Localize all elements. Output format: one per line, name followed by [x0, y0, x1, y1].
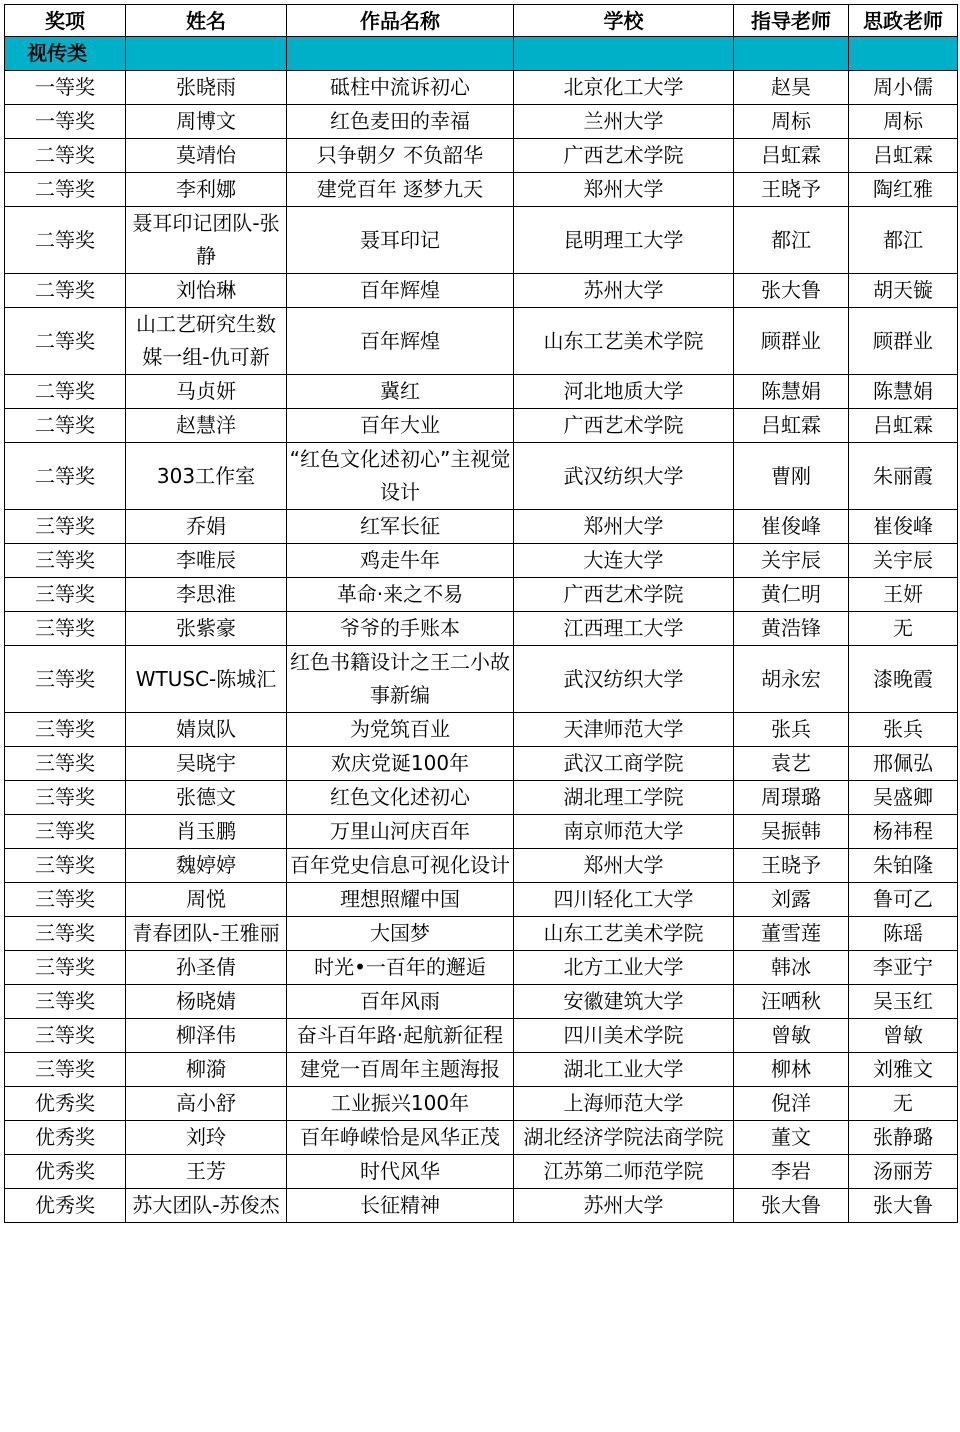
- work-cell: 百年峥嵘恰是风华正茂: [287, 1121, 514, 1155]
- name-cell: 柳漪: [126, 1053, 287, 1087]
- school-cell: 郑州大学: [514, 849, 734, 883]
- ideology-cell: 杨祎程: [849, 815, 958, 849]
- advisor-cell: 张大鲁: [734, 274, 849, 308]
- work-cell: 建党百年 逐梦九天: [287, 173, 514, 207]
- award-cell: 二等奖: [5, 375, 126, 409]
- name-cell: 乔娟: [126, 510, 287, 544]
- work-cell: 工业振兴100年: [287, 1087, 514, 1121]
- school-cell: 郑州大学: [514, 173, 734, 207]
- section-label: 视传类: [5, 37, 126, 71]
- work-cell: 只争朝夕 不负韶华: [287, 139, 514, 173]
- award-cell: 三等奖: [5, 815, 126, 849]
- award-cell: 三等奖: [5, 544, 126, 578]
- work-cell: 革命·来之不易: [287, 578, 514, 612]
- table-row: [5, 1087, 958, 1121]
- school-cell: 江苏第二师范学院: [514, 1155, 734, 1189]
- ideology-cell: 周小儒: [849, 71, 958, 105]
- advisor-cell: 黄浩锋: [734, 612, 849, 646]
- ideology-cell: 周标: [849, 105, 958, 139]
- ideology-cell: 吴盛卿: [849, 781, 958, 815]
- school-cell: 郑州大学: [514, 510, 734, 544]
- table-row: [5, 139, 958, 173]
- name-cell: 刘玲: [126, 1121, 287, 1155]
- work-cell: 百年辉煌: [287, 308, 514, 375]
- advisor-cell: 王晓予: [734, 849, 849, 883]
- ideology-cell: 无: [849, 1087, 958, 1121]
- work-cell: 时光•一百年的邂逅: [287, 951, 514, 985]
- ideology-cell: 吴玉红: [849, 985, 958, 1019]
- ideology-cell: 李亚宁: [849, 951, 958, 985]
- table-row: [5, 510, 958, 544]
- award-cell: 三等奖: [5, 1053, 126, 1087]
- name-cell: 李唯辰: [126, 544, 287, 578]
- name-cell: 婧岚队: [126, 713, 287, 747]
- table-row: [5, 713, 958, 747]
- table-row: [5, 1121, 958, 1155]
- award-cell: 三等奖: [5, 612, 126, 646]
- advisor-cell: 刘露: [734, 883, 849, 917]
- name-cell: WTUSC-陈城汇: [126, 646, 287, 713]
- table-row: [5, 1019, 958, 1053]
- ideology-cell: 汤丽芳: [849, 1155, 958, 1189]
- name-cell: 苏大团队-苏俊杰: [126, 1189, 287, 1223]
- school-cell: 北京化工大学: [514, 71, 734, 105]
- work-cell: 欢庆党诞100年: [287, 747, 514, 781]
- school-cell: 四川美术学院: [514, 1019, 734, 1053]
- section-cell: [287, 37, 514, 71]
- award-cell: 三等奖: [5, 883, 126, 917]
- school-cell: 江西理工大学: [514, 612, 734, 646]
- table-row: [5, 815, 958, 849]
- award-cell: 三等奖: [5, 849, 126, 883]
- name-cell: 魏婷婷: [126, 849, 287, 883]
- work-cell: 百年党史信息可视化设计: [287, 849, 514, 883]
- advisor-cell: 董文: [734, 1121, 849, 1155]
- work-cell: 建党一百周年主题海报: [287, 1053, 514, 1087]
- work-cell: 万里山河庆百年: [287, 815, 514, 849]
- ideology-cell: 张静璐: [849, 1121, 958, 1155]
- section-cell: [514, 37, 734, 71]
- ideology-cell: 邢佩弘: [849, 747, 958, 781]
- name-cell: 杨晓婧: [126, 985, 287, 1019]
- table-row: [5, 646, 958, 713]
- ideology-cell: 顾群业: [849, 308, 958, 375]
- name-cell: 孙圣倩: [126, 951, 287, 985]
- advisor-cell: 黄仁明: [734, 578, 849, 612]
- table-row: [5, 612, 958, 646]
- award-cell: 一等奖: [5, 105, 126, 139]
- table-row: [5, 985, 958, 1019]
- award-cell: 二等奖: [5, 274, 126, 308]
- ideology-cell: 关宇辰: [849, 544, 958, 578]
- work-cell: 为党筑百业: [287, 713, 514, 747]
- school-cell: 北方工业大学: [514, 951, 734, 985]
- advisor-cell: 周璟璐: [734, 781, 849, 815]
- table-row: [5, 544, 958, 578]
- award-cell: 三等奖: [5, 747, 126, 781]
- section-row: [5, 37, 958, 71]
- award-cell: 三等奖: [5, 985, 126, 1019]
- awards-table: [4, 4, 958, 1223]
- school-cell: 苏州大学: [514, 274, 734, 308]
- school-cell: 武汉纺织大学: [514, 646, 734, 713]
- advisor-cell: 袁艺: [734, 747, 849, 781]
- name-cell: 肖玉鹏: [126, 815, 287, 849]
- name-cell: 张紫豪: [126, 612, 287, 646]
- name-cell: 山工艺研究生数媒一组-仇可新: [126, 308, 287, 375]
- ideology-cell: 无: [849, 612, 958, 646]
- school-cell: 湖北经济学院法商学院: [514, 1121, 734, 1155]
- ideology-cell: 鲁可乙: [849, 883, 958, 917]
- table-row: [5, 443, 958, 510]
- table-row: [5, 207, 958, 274]
- work-cell: 聂耳印记: [287, 207, 514, 274]
- award-cell: 优秀奖: [5, 1087, 126, 1121]
- school-cell: 湖北工业大学: [514, 1053, 734, 1087]
- school-cell: 上海师范大学: [514, 1087, 734, 1121]
- school-cell: 大连大学: [514, 544, 734, 578]
- advisor-cell: 张兵: [734, 713, 849, 747]
- work-cell: 鸡走牛年: [287, 544, 514, 578]
- ideology-cell: 张兵: [849, 713, 958, 747]
- section-cell: [849, 37, 958, 71]
- award-cell: 三等奖: [5, 510, 126, 544]
- header-work: 作品名称: [287, 5, 514, 37]
- table-row: [5, 883, 958, 917]
- school-cell: 武汉工商学院: [514, 747, 734, 781]
- name-cell: 王芳: [126, 1155, 287, 1189]
- advisor-cell: 顾群业: [734, 308, 849, 375]
- header-name: 姓名: [126, 5, 287, 37]
- advisor-cell: 李岩: [734, 1155, 849, 1189]
- ideology-cell: 胡天镟: [849, 274, 958, 308]
- ideology-cell: 吕虹霖: [849, 409, 958, 443]
- advisor-cell: 胡永宏: [734, 646, 849, 713]
- section-cell: [126, 37, 287, 71]
- advisor-cell: 曹刚: [734, 443, 849, 510]
- ideology-cell: 王妍: [849, 578, 958, 612]
- school-cell: 广西艺术学院: [514, 578, 734, 612]
- ideology-cell: 朱铂隆: [849, 849, 958, 883]
- work-cell: 奋斗百年路·起航新征程: [287, 1019, 514, 1053]
- award-cell: 二等奖: [5, 409, 126, 443]
- advisor-cell: 王晓予: [734, 173, 849, 207]
- award-cell: 三等奖: [5, 781, 126, 815]
- advisor-cell: 韩冰: [734, 951, 849, 985]
- name-cell: 张晓雨: [126, 71, 287, 105]
- table-row: [5, 375, 958, 409]
- award-cell: 优秀奖: [5, 1121, 126, 1155]
- school-cell: 兰州大学: [514, 105, 734, 139]
- advisor-cell: 汪哂秋: [734, 985, 849, 1019]
- advisor-cell: 吕虹霖: [734, 139, 849, 173]
- name-cell: 马贞妍: [126, 375, 287, 409]
- name-cell: 刘怡琳: [126, 274, 287, 308]
- name-cell: 高小舒: [126, 1087, 287, 1121]
- ideology-cell: 陈慧娟: [849, 375, 958, 409]
- table-row: [5, 917, 958, 951]
- table-row: [5, 1053, 958, 1087]
- header-award: 奖项: [5, 5, 126, 37]
- name-cell: 赵慧洋: [126, 409, 287, 443]
- table-row: [5, 578, 958, 612]
- table-row: [5, 274, 958, 308]
- award-cell: 一等奖: [5, 71, 126, 105]
- work-cell: “红色文化述初心”主视觉设计: [287, 443, 514, 510]
- header-ideology: 思政老师: [849, 5, 958, 37]
- work-cell: 大国梦: [287, 917, 514, 951]
- advisor-cell: 赵昊: [734, 71, 849, 105]
- advisor-cell: 周标: [734, 105, 849, 139]
- ideology-cell: 刘雅文: [849, 1053, 958, 1087]
- school-cell: 武汉纺织大学: [514, 443, 734, 510]
- advisor-cell: 曾敏: [734, 1019, 849, 1053]
- award-cell: 二等奖: [5, 443, 126, 510]
- advisor-cell: 崔俊峰: [734, 510, 849, 544]
- award-cell: 三等奖: [5, 1019, 126, 1053]
- advisor-cell: 陈慧娟: [734, 375, 849, 409]
- advisor-cell: 柳林: [734, 1053, 849, 1087]
- school-cell: 南京师范大学: [514, 815, 734, 849]
- ideology-cell: 漆晚霞: [849, 646, 958, 713]
- advisor-cell: 倪洋: [734, 1087, 849, 1121]
- school-cell: 河北地质大学: [514, 375, 734, 409]
- table-row: [5, 1155, 958, 1189]
- name-cell: 李利娜: [126, 173, 287, 207]
- work-cell: 百年大业: [287, 409, 514, 443]
- name-cell: 李思淮: [126, 578, 287, 612]
- work-cell: 砥柱中流诉初心: [287, 71, 514, 105]
- table-row: [5, 951, 958, 985]
- award-cell: 二等奖: [5, 173, 126, 207]
- table-row: [5, 409, 958, 443]
- award-cell: 三等奖: [5, 713, 126, 747]
- name-cell: 张德文: [126, 781, 287, 815]
- school-cell: 广西艺术学院: [514, 409, 734, 443]
- advisor-cell: 吕虹霖: [734, 409, 849, 443]
- school-cell: 湖北理工学院: [514, 781, 734, 815]
- award-cell: 二等奖: [5, 308, 126, 375]
- school-cell: 广西艺术学院: [514, 139, 734, 173]
- award-cell: 三等奖: [5, 646, 126, 713]
- work-cell: 红色文化述初心: [287, 781, 514, 815]
- school-cell: 四川轻化工大学: [514, 883, 734, 917]
- award-cell: 三等奖: [5, 917, 126, 951]
- header-advisor: 指导老师: [734, 5, 849, 37]
- school-cell: 昆明理工大学: [514, 207, 734, 274]
- advisor-cell: 都江: [734, 207, 849, 274]
- ideology-cell: 都江: [849, 207, 958, 274]
- ideology-cell: 崔俊峰: [849, 510, 958, 544]
- name-cell: 柳泽伟: [126, 1019, 287, 1053]
- advisor-cell: 关宇辰: [734, 544, 849, 578]
- ideology-cell: 陈瑶: [849, 917, 958, 951]
- table-row: [5, 105, 958, 139]
- table-row: [5, 173, 958, 207]
- work-cell: 红色麦田的幸福: [287, 105, 514, 139]
- advisor-cell: 吴振韩: [734, 815, 849, 849]
- table-row: [5, 1189, 958, 1223]
- advisor-cell: 张大鲁: [734, 1189, 849, 1223]
- header-school: 学校: [514, 5, 734, 37]
- name-cell: 周博文: [126, 105, 287, 139]
- ideology-cell: 曾敏: [849, 1019, 958, 1053]
- section-cell: [734, 37, 849, 71]
- work-cell: 长征精神: [287, 1189, 514, 1223]
- school-cell: 山东工艺美术学院: [514, 917, 734, 951]
- award-cell: 优秀奖: [5, 1155, 126, 1189]
- work-cell: 红色书籍设计之王二小故事新编: [287, 646, 514, 713]
- work-cell: 理想照耀中国: [287, 883, 514, 917]
- ideology-cell: 朱丽霞: [849, 443, 958, 510]
- school-cell: 天津师范大学: [514, 713, 734, 747]
- work-cell: 冀红: [287, 375, 514, 409]
- header-row: [5, 5, 958, 37]
- ideology-cell: 陶红雅: [849, 173, 958, 207]
- school-cell: 苏州大学: [514, 1189, 734, 1223]
- advisor-cell: 董雪莲: [734, 917, 849, 951]
- table-row: [5, 308, 958, 375]
- ideology-cell: 张大鲁: [849, 1189, 958, 1223]
- table-row: [5, 747, 958, 781]
- work-cell: 百年辉煌: [287, 274, 514, 308]
- school-cell: 山东工艺美术学院: [514, 308, 734, 375]
- name-cell: 聂耳印记团队-张静: [126, 207, 287, 274]
- work-cell: 百年风雨: [287, 985, 514, 1019]
- award-cell: 二等奖: [5, 207, 126, 274]
- school-cell: 安徽建筑大学: [514, 985, 734, 1019]
- award-cell: 三等奖: [5, 578, 126, 612]
- award-cell: 二等奖: [5, 139, 126, 173]
- table-row: [5, 71, 958, 105]
- ideology-cell: 吕虹霖: [849, 139, 958, 173]
- work-cell: 爷爷的手账本: [287, 612, 514, 646]
- award-cell: 三等奖: [5, 951, 126, 985]
- work-cell: 红军长征: [287, 510, 514, 544]
- name-cell: 303工作室: [126, 443, 287, 510]
- table-row: [5, 849, 958, 883]
- name-cell: 吴晓宇: [126, 747, 287, 781]
- name-cell: 青春团队-王雅丽: [126, 917, 287, 951]
- table-row: [5, 781, 958, 815]
- name-cell: 周悦: [126, 883, 287, 917]
- work-cell: 时代风华: [287, 1155, 514, 1189]
- award-cell: 优秀奖: [5, 1189, 126, 1223]
- name-cell: 莫靖怡: [126, 139, 287, 173]
